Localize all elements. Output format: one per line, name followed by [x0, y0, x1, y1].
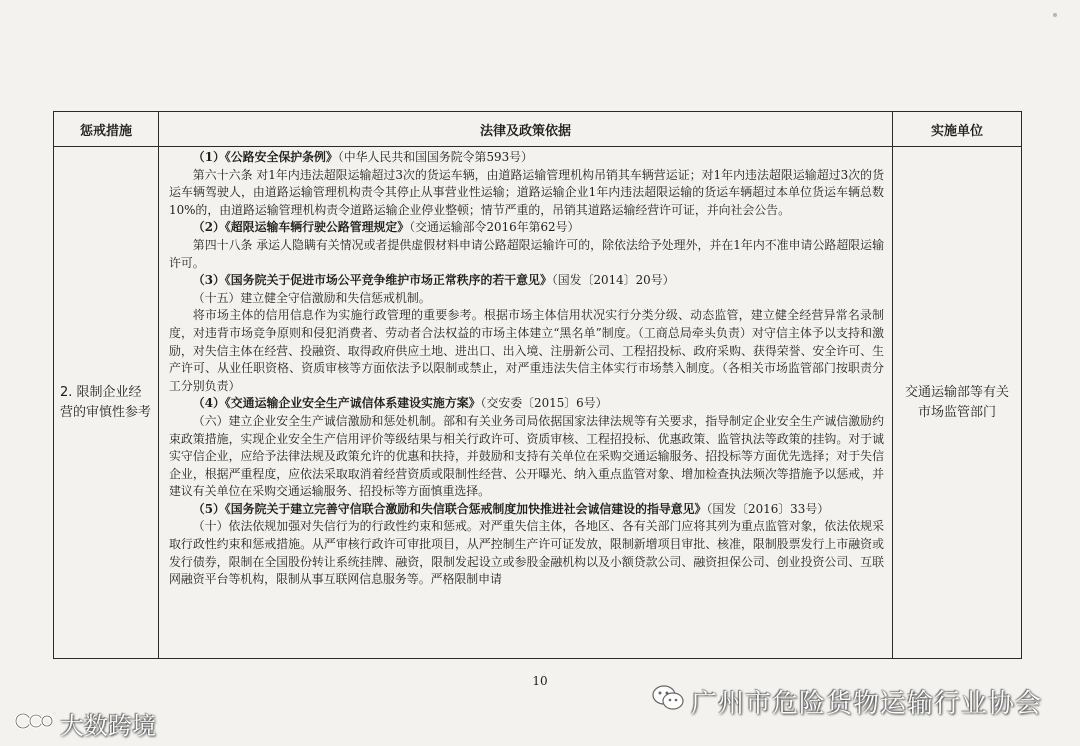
watermark-right-text: 广州市危险货物运输行业协会: [691, 689, 1043, 719]
table-header-row: [54, 112, 1022, 147]
law-title: （5）《国务院关于建立完善守信联合激励和失信联合惩戒制度加快推进社会诚信建设的指导意见》: [192, 501, 707, 516]
measures-table: [53, 111, 1022, 659]
law-title: （2）《超限运输车辆行驶公路管理规定》: [192, 220, 410, 235]
measure-cell: 2. 限制企业经营的审慎性参考: [54, 147, 159, 659]
law-title: （3）《国务院关于促进市场公平竞争维护市场正常秩序的若干意见》: [192, 273, 552, 288]
header-measure: 惩戒措施: [54, 112, 159, 147]
wechat-icon: [651, 684, 685, 719]
law-text: （十五）建立健全守信激励和失信惩戒机制。: [192, 290, 431, 305]
law-heading: [169, 501, 884, 519]
law-heading: [169, 149, 884, 167]
law-text: 第四十八条 承运人隐瞒有关情况或者提供虚假材料申请公路超限运输许可的，除依法给予处理外，并在1年内不准申请公路超限运输许可。: [169, 237, 884, 270]
law-ref: （国发〔2016〕33号）: [706, 501, 830, 516]
law-ref: （中华人民共和国国务院令第593号）: [337, 150, 533, 164]
watermark-right: [651, 683, 1042, 720]
basis-cell: [159, 147, 893, 659]
law-heading: [169, 219, 884, 237]
law-heading: [169, 395, 884, 413]
law-ref: （国发〔2014〕20号）: [551, 273, 675, 288]
law-ref: （交安委〔2015〕6号）: [480, 396, 608, 411]
table-row: [54, 147, 1022, 659]
watermark-left: [14, 706, 156, 741]
law-text: （六）建立企业安全生产诚信激励和惩处机制。部和有关业务司局依据国家法律法规等有关要求，指导制定企业安全生产诚信激励约束政策措施，实现企业安全生产信用评价等级结果与相关行政许可、资质审核、工程招投标、优惠政策、监管执法等政策的挂钩。对于诚实守信企业，应给予法律法规及政策允许的优惠和扶持，并鼓励和支持有关单位在采购交通运输服务、招投标等方面优先选择；对于失信企业，根据严重程度，应依法采取取消着经营资质或限制性经营、公开曝光、纳入重点监管对象、增加检查执法频次等措施予以惩戒，并建议有关单位在采购交通运输服务、招投标等方面慎重选择。: [169, 413, 884, 499]
law-text: （十）依法依规加强对失信行为的行政性约束和惩戒。对严重失信主体，各地区、各有关部门应将其列为重点监管对象，依法依规采取行政性约束和惩戒措施。从严审核行政许可审批项目，从严控制生产许可证发放，限制新增项目审批、核准，限制股票发行上市融资或发行债券，限制在全国股份转让系统挂牌、融资，限制发起设立或参股金融机构以及小额贷款公司、融资担保公司、创业投资公司、互联网融资平台等机构，限制从事互联网信息服务等。严格限制申请: [169, 519, 884, 587]
watermark-left-text: 大数跨境: [60, 712, 156, 740]
law-text: 将市场主体的信用信息作为实施行政管理的重要参考。根据市场主体信用状况实行分类分级、动态监管，建立健全经营异常名录制度，对违背市场竞争原则和侵犯消费者、劳动者合法权益的市场主体建立“黑名单”制度。（工商总局牵头负责）对守信主体予以支持和激励，对失信主体在经营、投融资、取得政府供应土地、进出口、出入境、注册新公司、工程招投标、政府采购、获得荣誉、安全许可、生产许可、从业任职资格、资质审核等方面依法予以限制或禁止，对严重违法失信主体实行市场禁入制度。（各相关市场监管部门按职责分工分别负责）: [169, 308, 884, 393]
unit-cell: 交通运输部等有关市场监管部门: [893, 147, 1022, 659]
law-text: 第六十六条 对1年内违法超限运输超过3次的货运车辆，由道路运输管理机构吊销其车辆营运证；对1年内违法超限运输超过3次的货运车辆驾驶人，由道路运输管理机构责令其停止从事营业性运输；道路运输企业1年内违法超限运输的货运车辆超过本单位货运车辆总数10%的，由道路运输管理机构责令道路运输企业停业整顿；情节严重的，吊销其道路运输经营许可证，并向社会公告。: [169, 167, 884, 217]
law-title: （1）《公路安全保护条例》: [192, 150, 338, 164]
page-number: 10: [532, 674, 548, 688]
scan-speck: [1053, 13, 1057, 17]
law-heading: [169, 272, 884, 290]
brand-logo-icon: [14, 708, 54, 740]
law-ref: （交通运输部令2016年第62号）: [409, 220, 580, 235]
header-basis: 法律及政策依据: [159, 112, 893, 147]
law-title: （4）《交通运输企业安全生产诚信体系建设实施方案》: [192, 396, 481, 411]
header-unit: 实施单位: [893, 112, 1022, 147]
